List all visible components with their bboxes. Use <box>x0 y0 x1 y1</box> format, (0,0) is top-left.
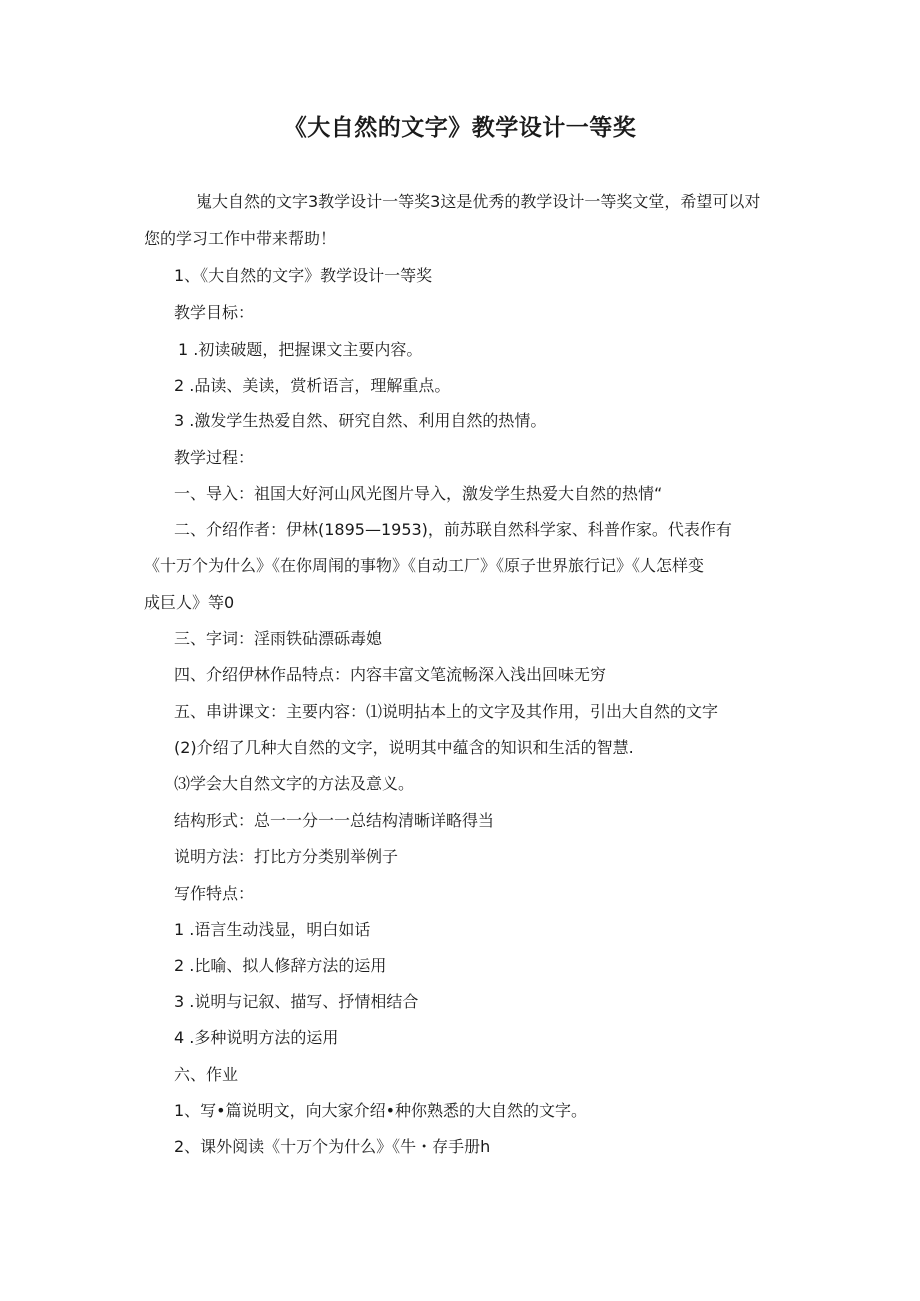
feature-item-3: 3 .说明与记叙、描写、抒情相结合 <box>174 992 419 1011</box>
feature-item-2: 2 .比喻、拟人修辞方法的运用 <box>174 956 387 975</box>
document-title: 《大自然的文字》教学设计一等奖 <box>283 115 637 141</box>
intro-line-2: 您的学习工作中带来帮助！ <box>144 229 337 248</box>
process-step-5-cont-2: ⑶学会大自然文字的方法及意义。 <box>174 774 415 793</box>
process-step-1: 一、导入：祖国大好河山风光图片导入，激发学生热爱大自然的热情“ <box>174 484 663 503</box>
structure-line: 结构形式：总一一分一一总结构清晰详略得当 <box>174 811 495 830</box>
process-step-2-cont-1: 《十万个为什么》《在你周闱的事物》《自动工厂》《原子世界旅行记》《人怎样变 <box>144 556 705 575</box>
homework-heading: 六、作业 <box>174 1065 239 1084</box>
process-step-3: 三、字词：淫雨铁砧漂砾毒媳 <box>174 629 383 648</box>
intro-line-1: 嵬大自然的文字3教学设计一等奖3这是优秀的教学设计一等奖文堂，希望可以对 <box>196 192 761 211</box>
homework-item-2: 2、课外阅读《十万个为什么》《牛・存手册h <box>174 1137 491 1156</box>
homework-item-1: 1、写•篇说明文，向大家介绍•种你熟悉的大自然的文字。 <box>174 1101 588 1120</box>
process-step-5: 五、串讲课文：主要内容：⑴说明拈本上的文字及其作用，引出大自然的文字 <box>174 702 719 721</box>
method-line: 说明方法：打比方分类别举例子 <box>174 847 399 866</box>
goal-item-1: 1 .初读破题，把握课文主要内容。 <box>178 340 423 359</box>
goal-item-3: 3 .激发学生热爱自然、研究自然、利用自然的热情。 <box>174 411 547 430</box>
process-step-2-cont-2: 成巨人》等0 <box>144 593 235 612</box>
feature-item-1: 1 .语言生动浅显，明白如话 <box>174 920 371 939</box>
feature-item-4: 4 .多种说明方法的运用 <box>174 1028 339 1047</box>
section-heading: 1、《大自然的文字》教学设计一等奖 <box>174 266 433 285</box>
goal-item-2: 2 .品读、美读，赏析语言，理解重点。 <box>174 376 451 395</box>
process-step-2: 二、介绍作者：伊林(1895—1953)，前苏联自然科学家、科普作家。代表作有 <box>174 520 732 539</box>
features-heading: 写作特点： <box>174 884 255 903</box>
process-heading: 教学过程： <box>174 448 255 467</box>
goals-heading: 教学目标： <box>174 303 255 322</box>
process-step-4: 四、介绍伊林作品特点：内容丰富文笔流畅深入浅出回味无穷 <box>174 665 607 684</box>
process-step-5-cont-1: (2)介绍了几种大自然的文字，说明其中蕴含的知识和生活的智慧. <box>174 738 634 757</box>
